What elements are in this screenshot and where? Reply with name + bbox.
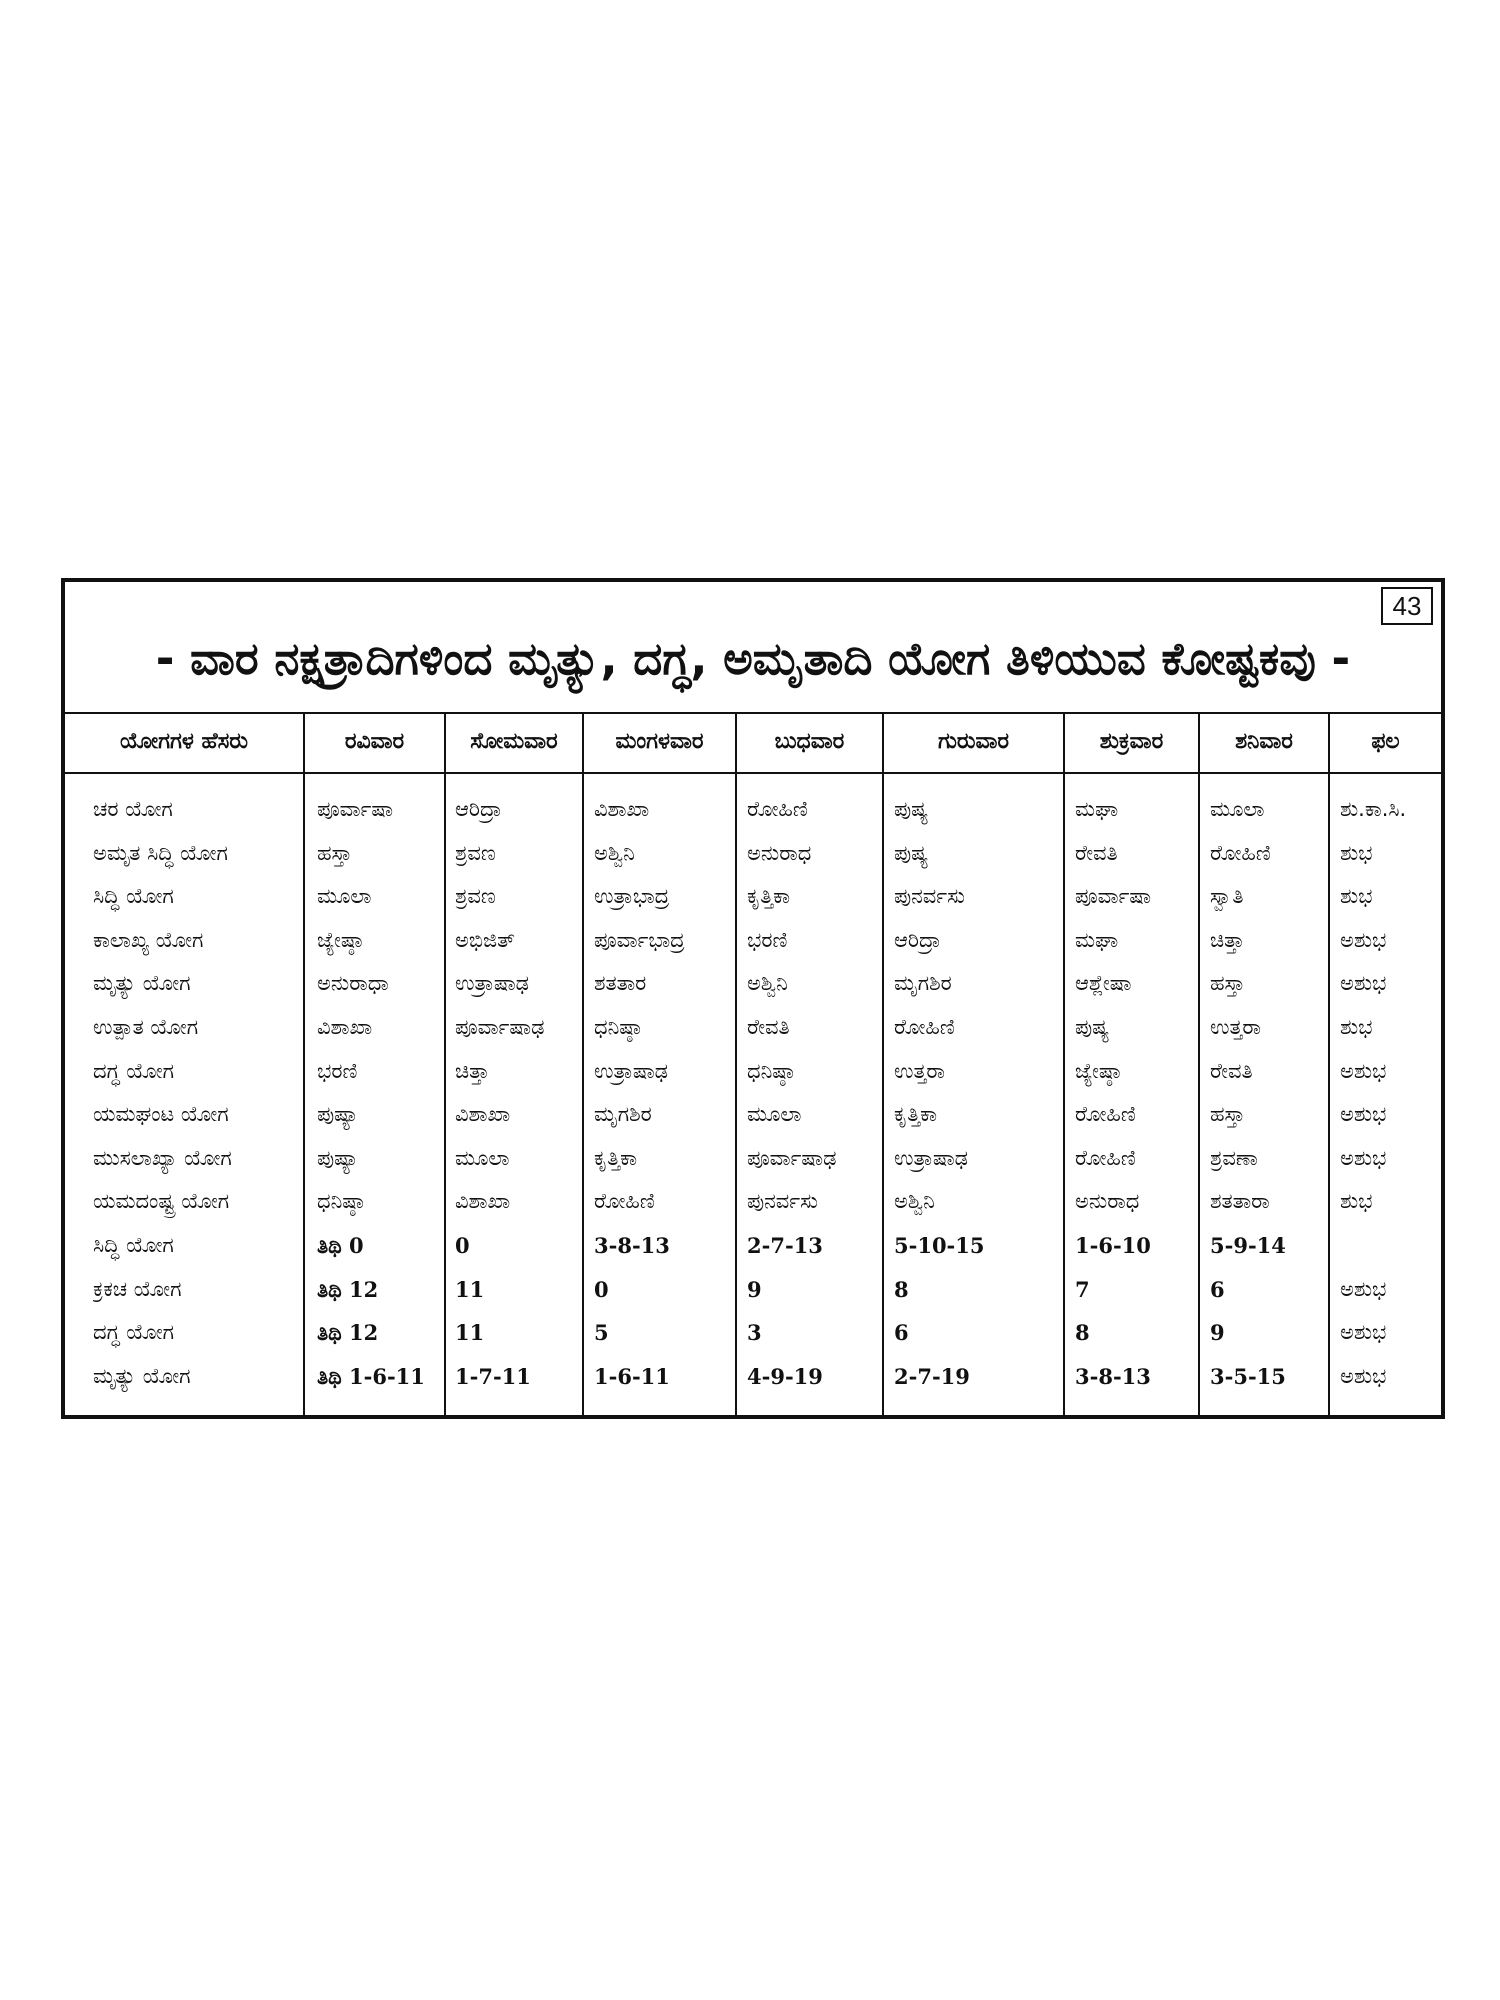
table-cell: ತಿಥಿ 12 — [317, 1276, 379, 1302]
table-cell: ಪುಷ್ಯ — [894, 840, 929, 865]
table-cell: ಪೂರ್ವಾಷಾಢ — [747, 1145, 837, 1170]
table-cell: 11 — [455, 1320, 485, 1346]
table-cell: 5-10-15 — [894, 1232, 985, 1258]
table-cell: ರೋಹಿಣಿ — [1075, 1102, 1136, 1127]
table-cell: ಶತತಾರಾ — [1210, 1189, 1270, 1214]
table-cell: ಕೃತ್ತಿಕಾ — [894, 1102, 938, 1127]
column-header-monday: ಸೋಮವಾರ — [470, 729, 558, 754]
table-cell: ಹಸ್ತಾ — [317, 840, 352, 865]
table-cell: 6 — [894, 1320, 909, 1346]
table-cell: ಮೃಗಶಿರ — [594, 1102, 652, 1127]
table-row — [65, 1355, 1441, 1399]
table-cell: 3-8-13 — [1075, 1363, 1151, 1389]
table-cell: 5 — [594, 1320, 609, 1346]
table-cell: 1-7-11 — [455, 1363, 531, 1389]
table-cell: ಅನುರಾಧಾ — [317, 971, 389, 996]
result-cell: ಅಶುಭ — [1340, 1102, 1387, 1127]
table-row — [65, 832, 1441, 876]
table-cell: ಜ್ಯೇಷ್ಠಾ — [1075, 1058, 1121, 1083]
table-cell: ಜ್ಯೇಷ್ಠಾ — [317, 927, 363, 952]
table-row — [65, 919, 1441, 963]
table-cell: ಪುನರ್ವಸು — [894, 884, 965, 909]
table-cell: ತಿಥಿ 1-6-11 — [317, 1363, 425, 1389]
result-cell: ಅಶುಭ — [1340, 1145, 1387, 1170]
table-cell: 5-9-14 — [1210, 1232, 1286, 1258]
yoga-name-cell: ಮೃತ್ಯು ಯೋಗ — [93, 971, 191, 996]
result-cell — [1340, 1224, 1440, 1268]
table-cell: ಪುಷ್ಯಾ — [317, 1145, 359, 1170]
table-cell: ಧನಿಷ್ಠಾ — [317, 1189, 364, 1214]
table-cell: 7 — [1075, 1276, 1090, 1302]
table-row — [65, 1180, 1441, 1224]
table-frame — [61, 578, 1445, 1419]
table-cell: 9 — [747, 1276, 762, 1302]
table-cell: ಪುಷ್ಯ — [894, 797, 929, 821]
table-cell: ಪೂರ್ವಾಭಾದ್ರ — [594, 927, 685, 952]
column-header-saturday: ಶನಿವಾರ — [1235, 729, 1293, 754]
table-cell: ಪೂರ್ವಾಷಾಢ — [455, 1014, 545, 1039]
result-cell: ಅಶುಭ — [1340, 1320, 1387, 1345]
table-cell: ರೋಹಿಣಿ — [1075, 1145, 1136, 1170]
table-cell: ಹಸ್ತಾ — [1210, 1102, 1245, 1127]
table-cell: ಅಶ್ವಿನಿ — [747, 971, 788, 996]
table-cell: ಭರಣಿ — [747, 927, 788, 952]
table-cell: ಆರಿದ್ರಾ — [894, 927, 941, 952]
column-header-yoga-name: ಯೋಗಗಳ ಹೆಸರು — [120, 729, 248, 754]
table-cell: ಪುಷ್ಯ — [1075, 1014, 1110, 1039]
yoga-name-cell: ಮೃತ್ಯು ಯೋಗ — [93, 1363, 191, 1388]
yoga-name-cell: ಯಮದಂಷ್ಟ್ರ ಯೋಗ — [93, 1189, 230, 1214]
yoga-name-cell: ಸಿದ್ಧಿ ಯೋಗ — [93, 884, 174, 909]
table-cell: ಉತ್ರಾಭಾದ್ರ — [594, 884, 670, 909]
table-cell: ಪೂರ್ವಾಷಾ — [1075, 884, 1152, 909]
table-cell: ರೋಹಿಣಿ — [747, 797, 808, 821]
table-cell: ಪುಷ್ಯಾ — [317, 1102, 359, 1127]
result-cell: ಶುಭ — [1340, 1014, 1373, 1039]
table-cell: ಅಶ್ವಿನಿ — [594, 840, 635, 865]
result-cell: ಅಶುಭ — [1340, 1363, 1387, 1388]
table-cell: 3-8-13 — [594, 1232, 670, 1258]
result-cell: ಶುಭ — [1340, 1189, 1373, 1214]
table-cell: ಉತ್ತರಾ — [1210, 1014, 1261, 1039]
table-cell: ವಿಶಾಖಾ — [317, 1014, 373, 1039]
table-cell: 6 — [1210, 1276, 1225, 1302]
yoga-name-cell: ಚರ ಯೋಗ — [93, 797, 173, 821]
table-cell: ರೋಹಿಣಿ — [894, 1014, 955, 1039]
table-cell: ಸ್ವಾತಿ — [1210, 884, 1244, 909]
table-cell: ರೇವತಿ — [747, 1014, 790, 1039]
table-cell: ರೇವತಿ — [1075, 840, 1118, 865]
table-cell: ಮೃಗಶಿರ — [894, 971, 952, 996]
table-cell: 8 — [894, 1276, 909, 1302]
yoga-name-cell: ದಗ್ಧ ಯೋಗ — [93, 1320, 174, 1345]
table-cell: ವಿಶಾಖಾ — [455, 1102, 511, 1127]
result-cell: ಶು.ಕಾ.ಸಿ. — [1340, 797, 1407, 821]
table-cell: ಚಿತ್ತಾ — [1210, 927, 1245, 952]
yoga-name-cell: ಉತ್ಪಾತ ಯೋಗ — [93, 1014, 199, 1039]
table-cell: ಧನಿಷ್ಠಾ — [594, 1014, 641, 1039]
table-cell: ಅಶ್ವಿನಿ — [894, 1189, 935, 1214]
table-row — [65, 962, 1441, 1006]
table-cell: ಭರಣಿ — [317, 1058, 358, 1083]
table-cell: ಅನುರಾಧ — [1075, 1189, 1140, 1214]
table-body — [65, 788, 1441, 1398]
table-cell: 0 — [455, 1232, 470, 1258]
table-cell: 3 — [747, 1320, 762, 1346]
table-cell: ತಿಥಿ 12 — [317, 1320, 379, 1346]
table-row — [65, 1006, 1441, 1050]
column-header-friday: ಶುಕ್ರವಾರ — [1099, 729, 1164, 754]
table-cell: ಅಭಿಜಿತ್ — [455, 927, 515, 952]
table-cell: ಶ್ರವಣ — [455, 884, 496, 909]
table-cell: ಮೂಲಾ — [1210, 797, 1265, 821]
table-cell: 1-6-10 — [1075, 1232, 1151, 1258]
table-cell: 4-9-19 — [747, 1363, 823, 1389]
table-cell: ಮೂಲಾ — [455, 1145, 510, 1170]
table-cell: ಮಘಾ — [1075, 927, 1119, 952]
table-cell: ರೇವತಿ — [1210, 1058, 1253, 1083]
table-row — [65, 1311, 1441, 1355]
table-cell: ಶ್ರವಣ — [455, 840, 496, 865]
table-cell: ವಿಶಾಖಾ — [594, 797, 650, 821]
table-cell: ಉತ್ರಾಷಾಢ — [455, 971, 529, 996]
yoga-name-cell: ಯಮಘಂಟ ಯೋಗ — [93, 1102, 229, 1127]
divider — [65, 772, 1441, 774]
table-cell: 3-5-15 — [1210, 1363, 1286, 1389]
table-cell: ಧನಿಷ್ಠಾ — [747, 1058, 794, 1083]
result-cell: ಅಶುಭ — [1340, 971, 1387, 996]
table-cell: ಮೂಲಾ — [317, 884, 372, 909]
table-cell: ವಿಶಾಖಾ — [455, 1189, 511, 1214]
table-row — [65, 1093, 1441, 1137]
yoga-name-cell: ಕಾಲಾಖ್ಯ ಯೋಗ — [93, 927, 204, 952]
table-cell: ಮೂಲಾ — [747, 1102, 802, 1127]
table-cell: ಆರಿದ್ರಾ — [455, 797, 502, 821]
table-cell: 1-6-11 — [594, 1363, 670, 1389]
table-cell: 0 — [594, 1276, 609, 1302]
page-title: - ವಾರ ನಕ್ಷತ್ರಾದಿಗಳಿಂದ ಮೃತ್ಯು, ದಗ್ಧ, ಅಮೃತಾದಿ ಯೋಗ ತಿಳಿಯುವ ಕೋಷ್ಟಕವು - — [155, 632, 1351, 685]
table-cell: ಅನುರಾಧ — [747, 840, 812, 865]
column-header-wednesday: ಬುಧವಾರ — [774, 729, 845, 754]
result-cell: ಅಶುಭ — [1340, 1058, 1387, 1083]
table-cell: ಕೃತ್ತಿಕಾ — [747, 884, 791, 909]
result-cell: ಅಶುಭ — [1340, 927, 1387, 952]
table-cell: ಪೂರ್ವಾಷಾ — [317, 797, 394, 821]
table-cell: 2-7-13 — [747, 1232, 823, 1258]
table-row — [65, 1050, 1441, 1094]
column-header-sunday: ರವಿವಾರ — [344, 729, 405, 754]
table-cell: 8 — [1075, 1320, 1090, 1346]
yoga-name-cell: ಅಮೃತ ಸಿದ್ಧಿ ಯೋಗ — [93, 840, 228, 865]
table-cell: ಮಘಾ — [1075, 797, 1119, 821]
page-number: 43 — [1381, 587, 1433, 625]
table-cell: ಶ್ರವಣಾ — [1210, 1145, 1258, 1170]
result-cell: ಶುಭ — [1340, 884, 1373, 909]
table-row — [65, 1268, 1441, 1312]
table-cell: ಚಿತ್ತಾ — [455, 1058, 490, 1083]
table-cell: ಪುನರ್ವಸು — [747, 1189, 818, 1214]
yoga-name-cell: ಮುಸಲಾಖ್ಯಾ ಯೋಗ — [93, 1145, 232, 1170]
table-cell: 11 — [455, 1276, 485, 1302]
yoga-name-cell: ಕ್ರಕಚ ಯೋಗ — [93, 1276, 182, 1301]
column-header-thursday: ಗುರುವಾರ — [937, 729, 1010, 754]
table-cell: 9 — [1210, 1320, 1225, 1346]
table-header-row — [65, 712, 1441, 772]
table-cell: ರೋಹಿಣಿ — [594, 1189, 655, 1214]
yoga-name-cell: ಸಿದ್ಧಿ ಯೋಗ — [93, 1232, 174, 1257]
table-cell: ಆಶ್ಲೇಷಾ — [1075, 971, 1132, 996]
table-cell: ಉತ್ತರಾ — [894, 1058, 945, 1083]
table-row — [65, 788, 1441, 832]
yoga-name-cell: ದಗ್ಧ ಯೋಗ — [93, 1058, 174, 1083]
table-cell: ರೋಹಿಣಿ — [1210, 840, 1271, 865]
table-row — [65, 1137, 1441, 1181]
table-row — [65, 1224, 1441, 1268]
result-cell: ಶುಭ — [1340, 840, 1373, 865]
result-cell: ಅಶುಭ — [1340, 1276, 1387, 1301]
table-cell: 2-7-19 — [894, 1363, 970, 1389]
column-header-result: ಫಲ — [1371, 729, 1400, 754]
table-cell: ಕೃತ್ತಿಕಾ — [594, 1145, 638, 1170]
table-cell: ಶತತಾರ — [594, 971, 647, 996]
column-header-tuesday: ಮಂಗಳವಾರ — [615, 729, 704, 754]
table-cell: ತಿಥಿ 0 — [317, 1232, 364, 1258]
table-cell: ಉತ್ರಾಷಾಢ — [894, 1145, 968, 1170]
table-cell: ಹಸ್ತಾ — [1210, 971, 1245, 996]
table-cell: ಉತ್ರಾಷಾಢ — [594, 1058, 668, 1083]
table-row — [65, 875, 1441, 919]
